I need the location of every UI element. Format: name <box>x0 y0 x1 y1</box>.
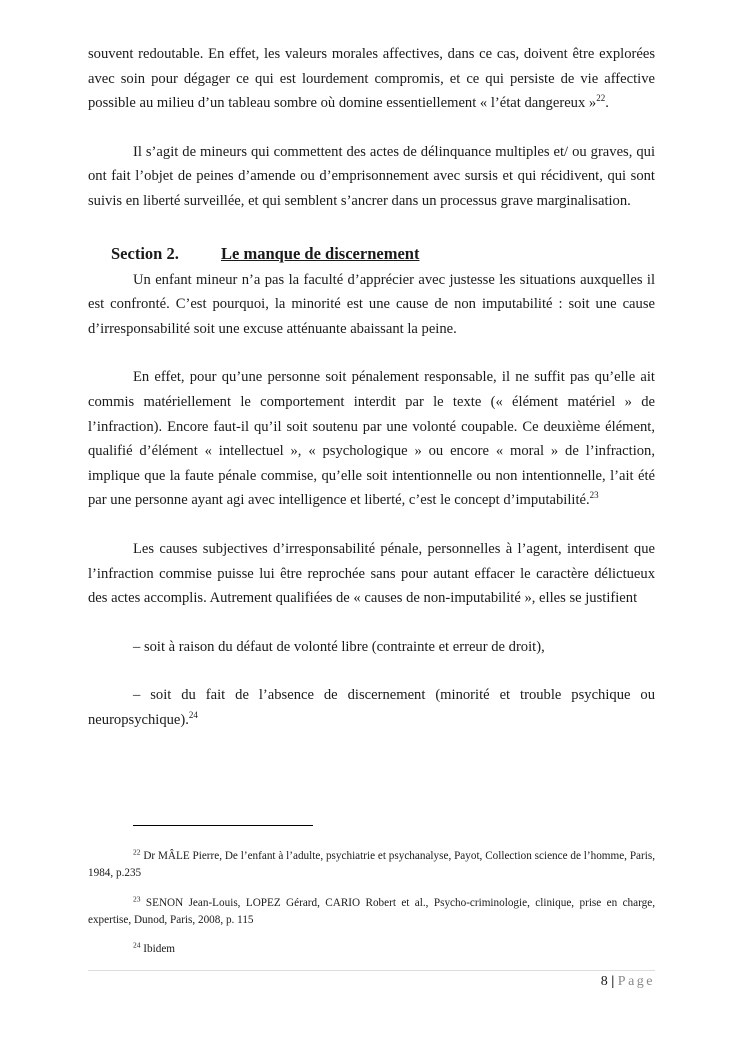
footnote-23: $^{23}$ SENON Jean-Louis, LOPEZ Gérard, CARIO Robert et al., Psycho-criminologie, clinique, prise en charge, expertise, Dunod, Paris, 2008, p. 115 <box>88 894 655 926</box>
page-label: Page <box>617 974 655 989</box>
footnote-ref-24[interactable]: 24 <box>188 710 198 721</box>
paragraph-1: souvent redoutable. En effet, les valeurs morales affectives, dans ce cas, doivent être explorées avec soin pour dégager ce qui est lourdement compromis, et ce qui persiste de vie affective possible au milieu d’un tableau sombre où domine essentiellement « l’état dangereux »$^{22}$. <box>88 46 655 112</box>
footnote-22: $^{22}$ Dr MÂLE Pierre, De l’enfant à l’adulte, psychiatrie et psychanalyse, Payot, Collection science de l’homme, Paris, 1984, p.235 <box>88 847 655 879</box>
footnote-24: $^{24}$ Ibidem <box>133 940 175 955</box>
paragraph-3: Un enfant mineur n’a pas la faculté d’apprécier avec justesse les situations auxquelles il est confronté. C’est pourquoi, la minorité est une cause de non imputabilité : soit une cause d’irresponsabilité soit une excuse atténuante abaissant la peine. <box>88 271 655 337</box>
document-page <box>88 42 655 732</box>
footer-separator: | <box>611 974 615 989</box>
paragraph-5: Les causes subjectives d’irresponsabilité pénale, personnelles à l’agent, interdisent que l’infraction commise puisse lui être reprochée sans pour autant effacer le caractère délictueux des actes accomplis. Autrement qualifiées de « causes de non-imputabilité », elles se justifient <box>88 540 655 607</box>
paragraph-2: Il s’agit de mineurs qui commettent des actes de délinquance multiples et/ ou graves, qui ont fait l’objet de peines d’amende ou d’emprisonnement avec sursis et qui récidivent, qui sont suivis en liberté surveillée, et qui semblent s’ancrer dans un processus grave marginalisation. <box>88 143 655 209</box>
footnote-ref-23[interactable]: 23 <box>589 490 599 501</box>
page-number: 8 <box>600 974 609 989</box>
section-heading <box>88 244 655 268</box>
paragraph-4: En effet, pour qu’une personne soit pénalement responsable, il ne suffit pas qu’elle ait commis matériellement le comportement interdit par le texte (« élément matériel » de l’infraction). Encore faut-il qu’il soit soutenu par une volonté coupable. Ce deuxième élément, qualifié d’élément « intellectuel », « psychologique » ou encore « moral » de l’infraction, implique que la faute pénale commise, qu’elle soit intentionnelle ou non intentionnelle, l’ait été par une personne ayant agi avec intelligence et liberté, c’est le concept d’imputabilité.$^{23}$ <box>88 369 655 509</box>
page-footer <box>601 974 655 990</box>
footnote-ref-22[interactable]: 22 <box>596 93 606 104</box>
section-number: Section 2. <box>111 243 179 263</box>
footer-divider <box>88 970 655 971</box>
section-title: Le manque de discernement <box>221 243 420 263</box>
footnote-separator <box>133 825 313 826</box>
paragraph-6: – soit à raison du défaut de volonté libre (contrainte et erreur de droit), <box>133 638 545 655</box>
paragraph-7: – soit du fait de l’absence de discernement (minorité et trouble psychique ou neuropsychique).$^{24}$ <box>88 687 655 728</box>
